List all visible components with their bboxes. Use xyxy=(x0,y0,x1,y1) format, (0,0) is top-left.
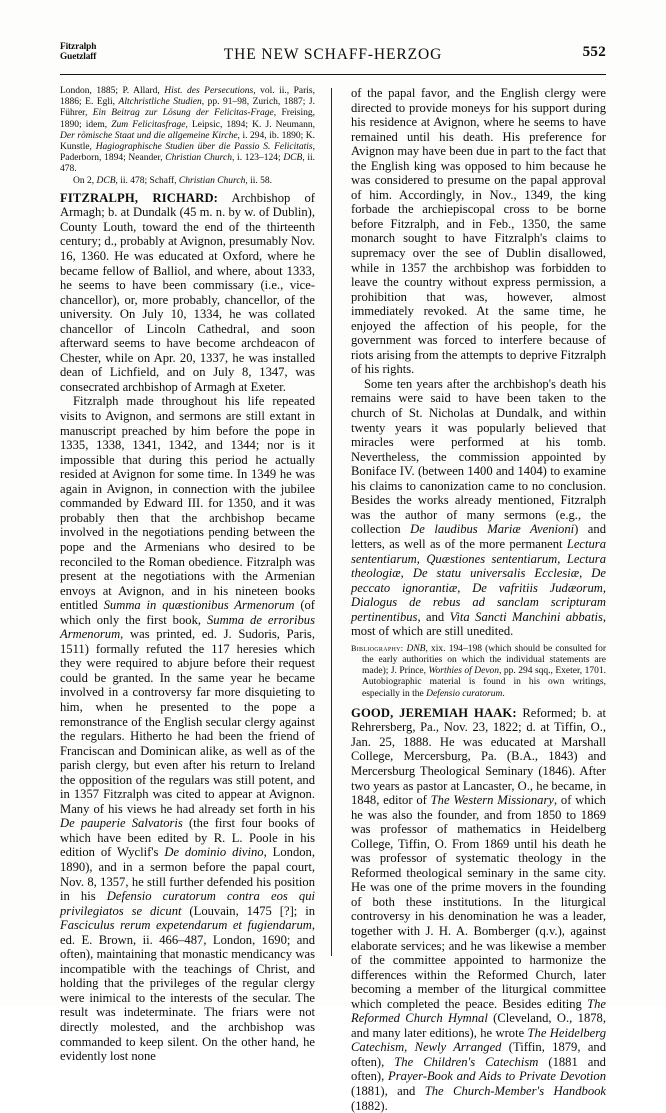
guideword-first: Fitzralph xyxy=(60,42,97,52)
publication-title: THE NEW SCHAFF-HERZOG xyxy=(223,46,443,63)
two-column-body xyxy=(60,86,607,1113)
bibliography-body: DNB, xix. 194–198 (which should be consulted for the early authorities on which the individual statements are made); J. Prince, Worthies of Devon, pp. 294 sqq., Exeter, 1701. Autobiographic material is found in his own writings, especially in the Defensio curatorum. xyxy=(362,643,607,699)
column-divider-rule xyxy=(331,88,332,956)
right-column xyxy=(351,86,606,1113)
bibliography-note-on-2: On 2, DCB, ii. 478; Schaff, Christian Church, ii. 58. xyxy=(73,175,272,186)
entry-good-body: Reformed; b. at Rehrersberg, Pa., Nov. 23, 1822; d. at Tiffin, O., Jan. 25, 1888. He was educated at Marshall College, Mercersburg, Pa. (B.A., 1843) and Mercersburg Theological Seminary (1846). After two years as pastor at Lancaster, O., he became, in 1848, editor of The Western Missionary, of which he was also the founder, and from 1850 to 1869 was professor of mathematics in Heidelberg College, Tiffin, O. From 1869 until his death he was professor of systematic theology in the Reformed theological seminary in the same city. He was one of the prime movers in the founding of both these institutions. In the liturgical controversy in his denomination he was a leader, together with J. H. A. Bomberger (q.v.), against elaborate services; and he was likewise a member of the committee appointed to harmonize the differences within the Reformed Church, later becoming a member of the liturgical committee which completed the peace. Besides editing The Reformed Church Hymnal (Cleveland, O., 1878, and many later editions), he wrote The Heidelberg Catechism, Newly Arranged (Tiffin, 1879, and often), The Children's Catechism (1881 and often), Prayer-Book and Aids to Private Devotion (1881), and The Church-Member's Handbook (1882). xyxy=(351,705,607,1113)
entry-fitzralph-body-1: Archbishop of Armagh; b. at Dundalk (45 m. n. by w. of Dublin), County Louth, toward the end of the thirteenth century; d., probably at Avignon, presumably Nov. 16, 1360. He was educated at Oxford, where he became fellow of Balliol, and where, about 1333, he seems to have been commissary (i.e., vice-chancellor), or, more probably, chancellor, of the university. On July 10, 1334, he was collated chancellor of Lincoln Cathedral, and soon afterward seems to have become archdeacon of Chester, while on Apr. 20, 1337, he was installed dean of Lichfield, and on July 8, 1347, was consecrated archbishop of Armagh at Exeter. xyxy=(60,190,315,394)
entry-good-headword: GOOD, JEREMIAH HAAK: xyxy=(351,705,517,720)
entry-fitzralph-paragraph-3: Some ten years after the archbishop's death his remains were said to have been taken to the church of St. Nicholas at Dundalk, and within twenty years it was popularly believed that miracles were performed at his tomb. Nevertheless, the commission appointed by Boniface IV. (between 1400 and 1404) to examine his claims to canonization came to no conclusion. Besides the works already mentioned, Fitzralph was the author of many sermons (e.g., the collection De laudibus Mariæ Avenioni) and letters, as well as of the more permanent Lectura sententiarum, Quæstiones sententiarum, Lectura theologiæ, De statu universalis Ecclesiæ, De peccato ignorantiæ, De vafritiis Judæorum, Dialogus de rebus ad sanclam scripturam pertinentibus, and Vita Sancti Manchini abbatis, most of which are still unedited. xyxy=(351,376,606,639)
bibliography-label: Bibliography: xyxy=(351,643,404,653)
entry-good-paragraph xyxy=(351,706,606,1113)
entry-fitzralph-paragraph-1 xyxy=(60,191,315,395)
header-rule xyxy=(60,74,606,75)
guideword-second: Guetzlaff xyxy=(60,52,97,63)
entry-fitzralph-paragraph-2-continued: of the papal favor, and the English clergy were directed to provide moneys for his support during his residence at Avignon, where he seems to have remained until his death. His preference for Avignon may have been due in part to the fact that the English king was opposed to him because he was considered to presume on the papal approval of him. Accordingly, in Nov., 1349, the king forbade the archiepiscopal cross to be borne before Fitzralph, and in Feb., 1350, the same monarch sought to have Fitzralph's claims to supremacy over the see of Dublin disallowed, while in 1357 the archbishop was forbidden to leave the country without express permission, a prohibition that was, however, almost immediately revoked. At the same time, he enjoyed the affection of his people, for the government was forced to interfere because of riots arising from the attempts to deprive Fitzralph of his rights. xyxy=(351,86,606,377)
running-head xyxy=(60,42,606,72)
entry-fitzralph-bibliography xyxy=(351,643,606,700)
bibliography-continued: London, 1885; P. Allard, Hist. des Persecutions, vol. ii., Paris, 1886; E. Egli, Altchristliche Studien, pp. 91–98, Zurich, 1887; J. Führer, Ein Beitrag zur Lösung der Felicitas-Frage, Freising, 1890; idem, Zum Felicitasfrage, Leipsic, 1894; K. J. Neumann, Der römische Staat und die allgemeine Kirche, i. 294, ib. 1890; K. Kunstle, Hagiographische Studien über die Passio S. Felicitatis, Paderborn, 1894; Neander, Christian Church, i. 123–124; DCB, ii. 478. xyxy=(60,86,316,175)
entry-fitzralph-headword: FITZRALPH, RICHARD: xyxy=(60,190,219,205)
page-number: 552 xyxy=(582,44,606,60)
entry-fitzralph-paragraph-2: Fitzralph made throughout his life repeated visits to Avignon, and sermons are still extant in manuscript preached by him before the pope in 1335, 1338, 1341, 1342, and 1344; nor is it impossible that during this period he actually resided at Avignon for some time. In 1349 he was again in Avignon, in connection with the jubilee commanded by Edward III. for 1350, and it was probably then that the archbishop became involved in the negotiations pending between the pope and the Armenians who desired to be reconciled to the Roman obedience. Fitzralph was present at the negotiations with the Armenian envoys at Avignon, and in his nineteen books entitled Summa in quæstionibus Armenorum (of which only the first book, Summa de erroribus Armenorum, was printed, ed. J. Sudoris, Paris, 1511) formally refuted the 117 heresies which they were required to abjure before their request could be granted. In the same year he became involved in a controversy far more disquieting to him, when he presented to the pope a remonstrance of the English secular clergy against the regulars. Hitherto he had been the friend of Franciscan and Dominican alike, as well as of the parish clergy, but even after his return to Ireland the opposition of the regulars was still potent, and in 1357 Fitzralph was cited to appear at Avignon. Many of his views he had already set forth in his De pauperie Salvatoris (the first four books of which have been edited by R. L. Poole in his edition of Wyclif's De dominio divino, London, 1890), and in a sermon before the papal court, Nov. 8, 1357, he still further defended his position in his Defensio curatorum contra eos qui privilegiatos se dicunt (Louvain, 1475 [?]; in Fasciculus rerum expetendarum et fugiendarum, ed. E. Brown, ii. 466–487, London, 1690; and often), maintaining that monastic mendicancy was incompatible with the teachings of Christ, and holding that the privileges of the regular clergy were inimical to the interests of the secular. The result was indeterminate. The friars were not directly molested, and the archbishop was commanded to keep silent. On the other hand, he evidently lost none xyxy=(60,394,315,1064)
left-column xyxy=(60,86,315,1064)
